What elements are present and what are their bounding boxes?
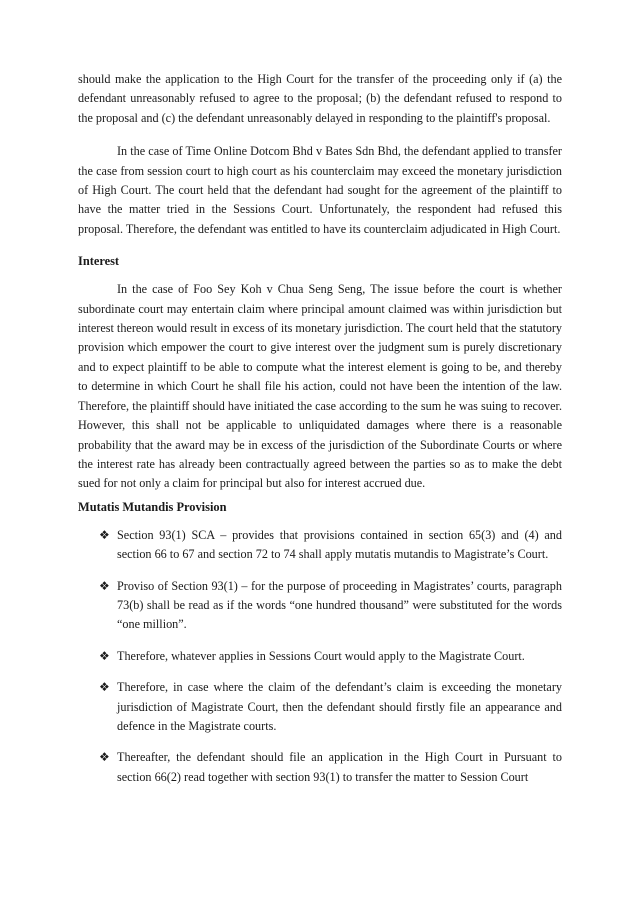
diamond-star-bullet-icon: ❖ bbox=[99, 648, 110, 663]
diamond-star-bullet-icon: ❖ bbox=[99, 750, 110, 765]
list-item bbox=[78, 526, 562, 565]
paragraph-transfer-conditions: should make the application to the High Court for the transfer of the proceeding only if (a) the defendant unreasonably refused to agree to the proposal; (b) the defendant refused to respond to the proposal and (c) the defendant unreasonably delayed in responding to the plaintiff's proposal. bbox=[78, 72, 562, 125]
list-item-text: Thereafter, the defendant should file an application in the High Court in Pursuant to section 66(2) read together with section 93(1) to transfer the matter to Session Court bbox=[117, 750, 562, 784]
diamond-star-bullet-icon: ❖ bbox=[99, 527, 110, 542]
paragraph-foo-sey-koh-case: In the case of Foo Sey Koh v Chua Seng Seng, The issue before the court is whether subordinate court may entertain claim where principal amount claimed was within jurisdiction but interest thereon would result in excess of its monetary jurisdiction. The court held that the statutory provision which empower the court to give interest over the judgment sum is purely discretionary and to expect plaintiff to be able to compute what the interest element is going to be, and thereby to determine in which Court he shall file his action, could not have been the intention of the law. Therefore, the plaintiff should have initiated the case according to the sum he was suing to recover. However, this shall not be applicable to unliquidated damages where there is a reasonable probability that the award may be in excess of the jurisdiction of the Subordinate Courts or where the interest rate has already been contractually agreed between the parties so as to make the debt sued for not only a claim for principal but also for interest accrued due. bbox=[78, 282, 562, 491]
list-item bbox=[78, 678, 562, 736]
section-heading-mutatis-mutandis: Mutatis Mutandis Provision bbox=[78, 499, 227, 514]
list-item-text: Therefore, in case where the claim of the defendant’s claim is exceeding the monetary jurisdiction of Magistrate Court, then the defendant should firstly file an appearance and defence in the Magistrate courts. bbox=[117, 680, 562, 733]
diamond-star-bullet-icon: ❖ bbox=[99, 680, 110, 695]
paragraph-time-online-case: In the case of Time Online Dotcom Bhd v Bates Sdn Bhd, the defendant applied to transfer the case from session court to high court as his counterclaim may exceed the monetary jurisdiction of High Court. The court held that the defendant had sought for the agreement of the plaintiff to have the matter tried in the Sessions Court. Unfortunately, the respondent had refused this proposal. Therefore, the defendant was entitled to have its counterclaim adjudicated in High Court. bbox=[78, 144, 562, 236]
list-item-text: Proviso of Section 93(1) – for the purpose of proceeding in Magistrates’ courts, paragraph 73(b) shall be read as if the words “one hundred thousand” were substituted for the words “one million”. bbox=[117, 578, 562, 632]
list-item-text: Therefore, whatever applies in Sessions Court would apply to the Magistrate Court. bbox=[117, 648, 525, 663]
diamond-star-bullet-icon: ❖ bbox=[99, 578, 110, 593]
list-item bbox=[78, 647, 562, 666]
section-heading-interest: Interest bbox=[78, 254, 120, 269]
list-item bbox=[78, 577, 562, 635]
document-page bbox=[78, 70, 562, 799]
list-item bbox=[78, 748, 562, 787]
mutatis-bullet-list bbox=[78, 526, 562, 787]
list-item-text: Section 93(1) SCA – provides that provisions contained in section 65(3) and (4) and section 66 to 67 and section 72 to 74 shall apply mutatis mutandis to Magistrate’s Court. bbox=[117, 527, 562, 562]
